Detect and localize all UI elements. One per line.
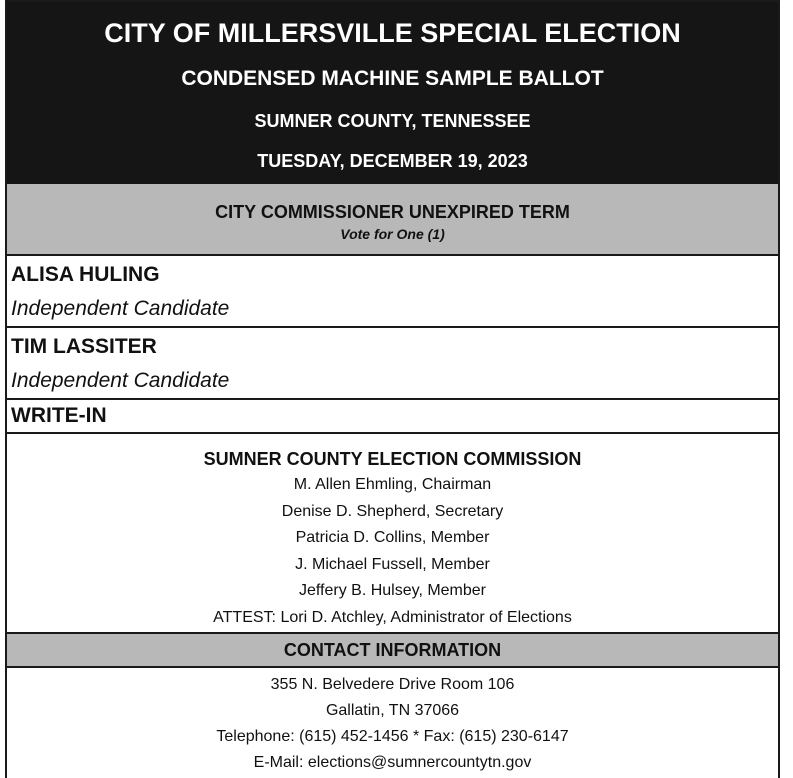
candidate-row xyxy=(7,256,778,328)
contact-phone-fax: Telephone: (615) 452-1456 * Fax: (615) 230-6147 xyxy=(216,728,569,745)
contact-address-street: 355 N. Belvedere Drive Room 106 xyxy=(270,676,515,693)
election-title: CITY OF MILLERSVILLE SPECIAL ELECTION xyxy=(104,18,681,48)
candidate-party: Independent Candidate xyxy=(11,297,230,320)
candidate-party: Independent Candidate xyxy=(11,369,230,392)
ballot-header xyxy=(7,2,778,184)
ballot-type: CONDENSED MACHINE SAMPLE BALLOT xyxy=(181,67,604,90)
write-in-label: WRITE-IN xyxy=(11,404,107,427)
county-state: SUMNER COUNTY, TENNESSEE xyxy=(254,111,531,131)
election-date: TUESDAY, DECEMBER 19, 2023 xyxy=(257,151,528,171)
vote-instruction: Vote for One (1) xyxy=(340,226,445,242)
write-in-row xyxy=(7,400,778,434)
sample-ballot xyxy=(5,0,780,778)
candidate-name: ALISA HULING xyxy=(11,263,160,286)
contact-address-city: Gallatin, TN 37066 xyxy=(325,702,460,719)
commission-member: Denise D. Shepherd, Secretary xyxy=(281,502,504,520)
candidate-name: TIM LASSITER xyxy=(11,335,157,358)
commission-member: Patricia D. Collins, Member xyxy=(295,529,490,546)
contact-information xyxy=(7,668,778,776)
commission-member: Jeffery B. Hulsey, Member xyxy=(298,582,487,599)
attest-line: ATTEST: Lori D. Atchley, Administrator of Elections xyxy=(213,608,572,626)
commission-member: J. Michael Fussell, Member xyxy=(295,555,490,573)
contact-email: E-Mail: elections@sumnercountytn.gov xyxy=(253,754,532,771)
commission-member: M. Allen Ehmling, Chairman xyxy=(293,476,492,493)
election-commission xyxy=(7,434,778,634)
candidate-row xyxy=(7,328,778,400)
contest-title: CITY COMMISSIONER UNEXPIRED TERM xyxy=(215,202,570,222)
contact-header: CONTACT INFORMATION xyxy=(7,634,778,668)
contest-header xyxy=(7,184,778,256)
commission-title: SUMNER COUNTY ELECTION COMMISSION xyxy=(203,449,582,469)
